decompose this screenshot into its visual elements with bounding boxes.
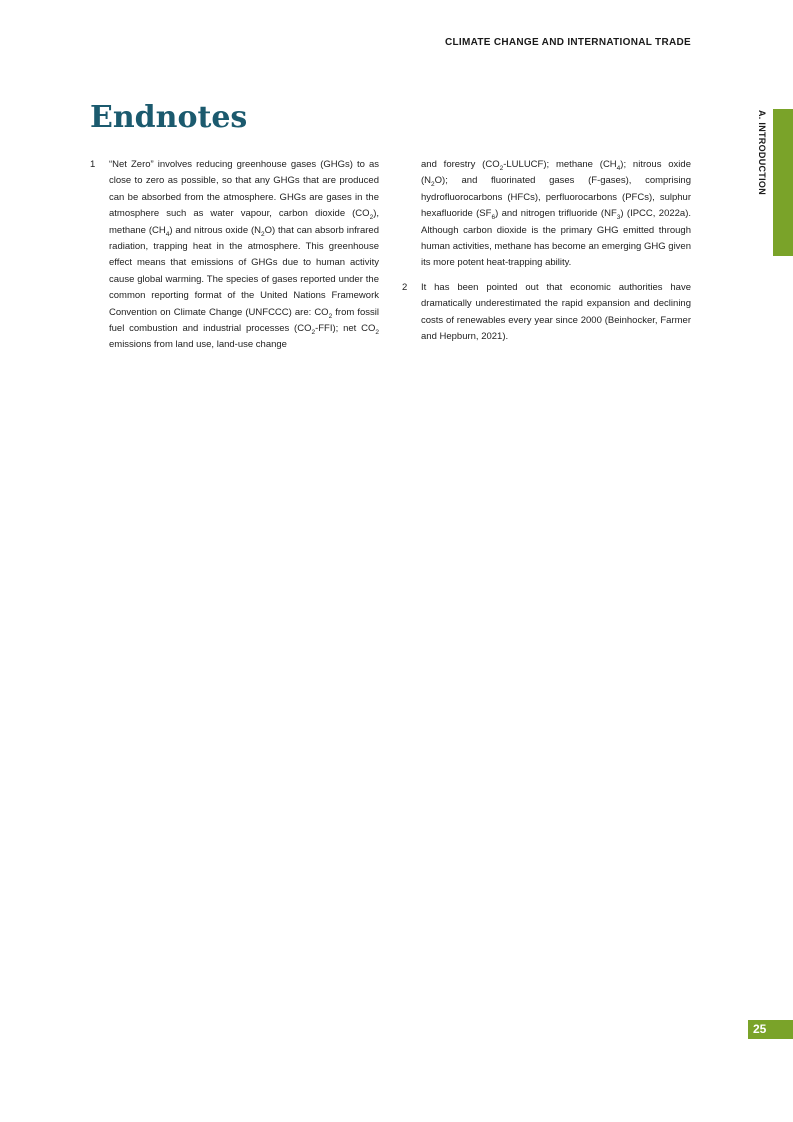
endnote-number: 1 [90,159,96,170]
endnote-2 [402,280,691,346]
running-header: CLIMATE CHANGE AND INTERNATIONAL TRADE [444,37,691,48]
endnote-1 [90,157,379,354]
section-tab-label: A. INTRODUCTION [757,110,767,195]
endnotes-body [90,157,691,362]
right-column [402,157,691,362]
left-column [90,157,379,362]
page-title: Endnotes [90,100,248,135]
page-number: 25 [748,1020,793,1039]
endnote-text: “Net Zero” involves reducing greenhouse gases (GHGs) to as close to zero as possible, so that any GHGs that are produced can be absorbed from the atmosphere. GHGs are gases in the atmosphere such as water vapour, carbon dioxide $(CO_2)$, methane $(CH_4)$ and nitrous oxide $(N_2O)$ that can absorb infrared radiation, trapping heat in the atmosphere. This greenhouse effect means that emissions of GHGs due to human activity cause global warming. The species of gases reported under the common reporting format of the United Nations Framework Convention on Climate Change (UNFCCC) are: $CO_2$ from fossil fuel combustion and industrial processes $(CO_2-FFI)$; net $CO_2$ emissions from land use, land-use change [109,159,379,351]
endnote-1-continued: and forestry $(CO_2-LULUCF)$; methane $(CH_4)$; nitrous oxide $(N_2O)$; and fluorinated gases (F-gases), comprising hydrofluorocarbons (HFCs), perfluorocarbons (PFCs), sulphur hexafluoride $(SF_6)$ and nitrogen trifluoride $(NF_3)$ (IPCC, 2022a). Although carbon dioxide is the primary GHG emitted through human activities, methane has become an emerging GHG given its more potent heat-trapping ability. [421,159,691,269]
endnote-number: 2 [402,281,408,293]
section-tab-bar [773,109,793,256]
endnote-text: It has been pointed out that economic authorities have dramatically underestimated the rapid expansion and declining costs of renewables every year since 2000 (Beinhocker, Farmer and Hepburn, 2021). [421,281,691,343]
